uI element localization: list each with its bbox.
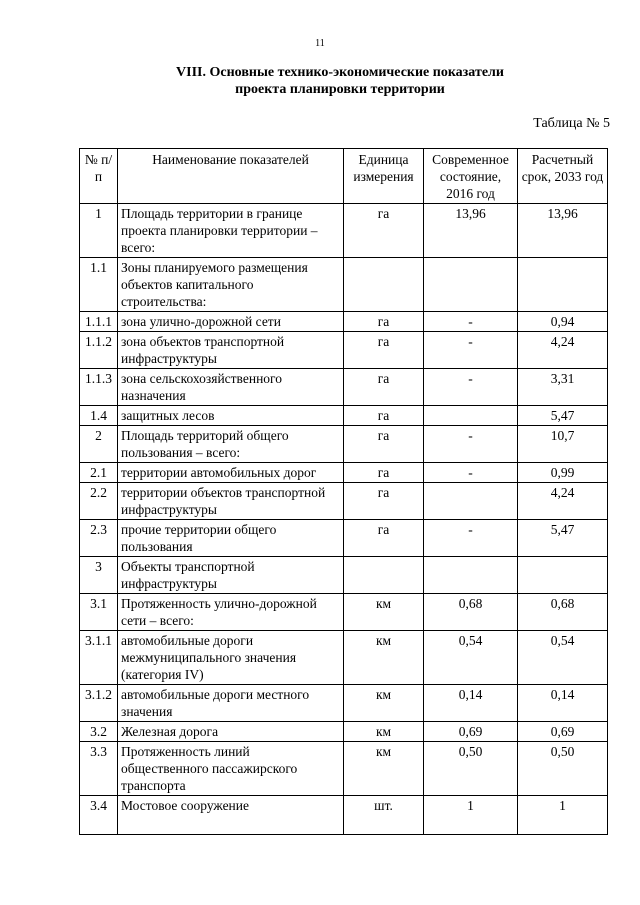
- cell-num: 1.4: [80, 406, 118, 426]
- cell-current: 0,14: [424, 685, 518, 722]
- cell-planned: [518, 557, 608, 594]
- table-row: [80, 332, 608, 369]
- cell-unit: км: [344, 742, 424, 796]
- table-header-row: [80, 149, 608, 204]
- cell-unit: га: [344, 426, 424, 463]
- table-row: [80, 369, 608, 406]
- cell-planned: 1: [518, 796, 608, 835]
- cell-unit: га: [344, 204, 424, 258]
- cell-current: 0,54: [424, 631, 518, 685]
- cell-num: 3.2: [80, 722, 118, 742]
- cell-unit: га: [344, 332, 424, 369]
- cell-current: -: [424, 520, 518, 557]
- cell-name: автомобильные дороги межмуниципального значения (категория IV): [118, 631, 344, 685]
- cell-unit: га: [344, 463, 424, 483]
- cell-name: Железная дорога: [118, 722, 344, 742]
- section-title: [60, 64, 620, 98]
- cell-unit: км: [344, 594, 424, 631]
- cell-unit: га: [344, 520, 424, 557]
- cell-num: 1.1: [80, 258, 118, 312]
- cell-planned: 0,94: [518, 312, 608, 332]
- cell-name: защитных лесов: [118, 406, 344, 426]
- cell-planned: 10,7: [518, 426, 608, 463]
- cell-planned: 0,54: [518, 631, 608, 685]
- cell-num: 2.1: [80, 463, 118, 483]
- table-row: [80, 463, 608, 483]
- table-row: [80, 685, 608, 722]
- header-name: Наименование показателей: [118, 149, 344, 204]
- cell-name: Площадь территорий общего пользования – всего:: [118, 426, 344, 463]
- table-row: [80, 204, 608, 258]
- table-row: [80, 258, 608, 312]
- cell-unit: [344, 258, 424, 312]
- cell-planned: 4,24: [518, 332, 608, 369]
- cell-planned: 0,68: [518, 594, 608, 631]
- table-row: [80, 796, 608, 835]
- cell-current: -: [424, 463, 518, 483]
- cell-planned: [518, 258, 608, 312]
- header-num: № п/п: [80, 149, 118, 204]
- cell-num: 3.4: [80, 796, 118, 835]
- cell-planned: 3,31: [518, 369, 608, 406]
- cell-name: Протяженность линий общественного пассажирского транспорта: [118, 742, 344, 796]
- table-row: [80, 483, 608, 520]
- header-unit: Единица измерения: [344, 149, 424, 204]
- cell-unit: га: [344, 312, 424, 332]
- cell-planned: 5,47: [518, 406, 608, 426]
- table-row: [80, 557, 608, 594]
- cell-current: -: [424, 426, 518, 463]
- cell-current: 0,50: [424, 742, 518, 796]
- cell-num: 1.1.1: [80, 312, 118, 332]
- cell-name: Площадь территории в границе проекта планировки территории – всего:: [118, 204, 344, 258]
- cell-planned: 4,24: [518, 483, 608, 520]
- cell-unit: км: [344, 631, 424, 685]
- cell-current: [424, 483, 518, 520]
- cell-current: -: [424, 332, 518, 369]
- table-row: [80, 406, 608, 426]
- cell-num: 3: [80, 557, 118, 594]
- title-line-2: проекта планировки территории: [235, 82, 445, 97]
- cell-current: 0,69: [424, 722, 518, 742]
- cell-unit: [344, 557, 424, 594]
- cell-name: зона объектов транспортной инфраструктуры: [118, 332, 344, 369]
- table-body: [80, 204, 608, 835]
- cell-current: 0,68: [424, 594, 518, 631]
- cell-name: зона улично-дорожной сети: [118, 312, 344, 332]
- cell-unit: га: [344, 406, 424, 426]
- cell-current: 1: [424, 796, 518, 835]
- cell-current: [424, 258, 518, 312]
- cell-planned: 5,47: [518, 520, 608, 557]
- cell-unit: км: [344, 685, 424, 722]
- cell-planned: 0,14: [518, 685, 608, 722]
- cell-name: Зоны планируемого размещения объектов капитального строительства:: [118, 258, 344, 312]
- title-line-1: VIII. Основные технико-экономические показатели: [176, 65, 504, 80]
- cell-name: автомобильные дороги местного значения: [118, 685, 344, 722]
- cell-current: 13,96: [424, 204, 518, 258]
- cell-unit: шт.: [344, 796, 424, 835]
- header-current: Современное состояние, 2016 год: [424, 149, 518, 204]
- cell-num: 1.1.3: [80, 369, 118, 406]
- cell-name: территории автомобильных дорог: [118, 463, 344, 483]
- table-row: [80, 722, 608, 742]
- cell-name: Протяженность улично-дорожной сети – всего:: [118, 594, 344, 631]
- page-number: 11: [315, 38, 325, 49]
- table-row: [80, 631, 608, 685]
- cell-name: зона сельскохозяйственного назначения: [118, 369, 344, 406]
- cell-unit: га: [344, 483, 424, 520]
- table-row: [80, 742, 608, 796]
- cell-num: 2: [80, 426, 118, 463]
- cell-num: 3.1.1: [80, 631, 118, 685]
- cell-num: 1.1.2: [80, 332, 118, 369]
- cell-current: [424, 406, 518, 426]
- cell-name: территории объектов транспортной инфраструктуры: [118, 483, 344, 520]
- table-row: [80, 312, 608, 332]
- table-row: [80, 520, 608, 557]
- cell-num: 2.2: [80, 483, 118, 520]
- cell-planned: 0,50: [518, 742, 608, 796]
- cell-num: 3.1: [80, 594, 118, 631]
- cell-num: 3.3: [80, 742, 118, 796]
- cell-current: -: [424, 369, 518, 406]
- cell-unit: га: [344, 369, 424, 406]
- table-row: [80, 426, 608, 463]
- cell-name: прочие территории общего пользования: [118, 520, 344, 557]
- indicators-table: [79, 148, 608, 835]
- cell-unit: км: [344, 722, 424, 742]
- cell-planned: 13,96: [518, 204, 608, 258]
- cell-num: 2.3: [80, 520, 118, 557]
- cell-planned: 0,99: [518, 463, 608, 483]
- table-label: Таблица № 5: [533, 116, 610, 131]
- cell-name: Объекты транспортной инфраструктуры: [118, 557, 344, 594]
- cell-current: -: [424, 312, 518, 332]
- cell-num: 1: [80, 204, 118, 258]
- cell-num: 3.1.2: [80, 685, 118, 722]
- cell-name: Мостовое сооружение: [118, 796, 344, 835]
- cell-planned: 0,69: [518, 722, 608, 742]
- table-row: [80, 594, 608, 631]
- cell-current: [424, 557, 518, 594]
- header-planned: Расчетный срок, 2033 год: [518, 149, 608, 204]
